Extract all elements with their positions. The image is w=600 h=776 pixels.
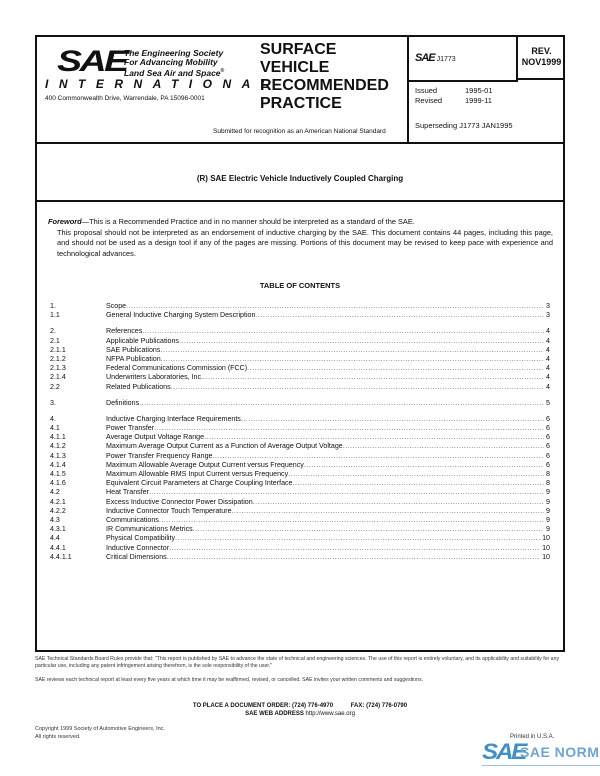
toc-leader-dots xyxy=(154,424,544,433)
toc-entry[interactable] xyxy=(50,470,550,479)
foreword-first-line: —This is a Recommended Practice and in no manner should be interpreted as a standard of the SAE. xyxy=(81,217,415,226)
toc-entry[interactable] xyxy=(50,553,550,562)
toc-page: 10 xyxy=(542,552,550,561)
toc-label: Excess Inductive Connector Power Dissipation xyxy=(106,497,253,506)
document-title: (R) SAE Electric Vehicle Inductively Coupled Charging xyxy=(196,174,404,183)
toc-label: Equivalent Circuit Parameters at Charge Coupling Interface xyxy=(106,479,293,488)
board-rules-note: SAE Technical Standards Board Rules provide that: "This report is published by SAE to advance the state of technical and engineering sciences. The use of this report is entirely voluntary, and its applicability and suitability for any particular use, including any patent infringement arising therefrom, is the sole responsibility of the user." xyxy=(35,656,560,669)
toc-leader-dots xyxy=(171,383,544,392)
toc-leader-dots xyxy=(255,311,544,320)
toc-label: Related Publications xyxy=(106,382,171,391)
toc-entry[interactable] xyxy=(50,364,550,373)
toc-number: 4.3.1 xyxy=(50,525,66,534)
toc-page: 4 xyxy=(546,382,550,391)
tagline-line: For Advancing Mobility xyxy=(124,57,218,67)
order-info xyxy=(0,702,600,718)
rights-line: All rights reserved. xyxy=(35,733,81,740)
tagline-line: The Engineering Society xyxy=(124,48,224,58)
toc-leader-dots xyxy=(142,327,544,336)
review-note: SAE reviews each technical report at least every five years at which time it may be reaffirmed, revised, or cancelled. SAE invites your written comments and suggestions. xyxy=(35,677,423,683)
toc-label: Heat Transfer xyxy=(106,488,149,497)
toc-page: 4 xyxy=(546,373,550,382)
toc-entry[interactable] xyxy=(50,534,550,543)
toc-page: 3 xyxy=(546,302,550,310)
toc-page: 9 xyxy=(546,506,550,515)
toc-page: 6 xyxy=(546,424,550,433)
toc-page: 6 xyxy=(546,442,550,451)
toc-entry[interactable] xyxy=(50,488,550,497)
web-line xyxy=(0,710,600,718)
toc-leader-dots xyxy=(139,399,544,408)
document-header xyxy=(37,37,563,144)
toc-title: TABLE OF CONTENTS xyxy=(259,281,341,290)
toc-number: 2.1.4 xyxy=(50,373,66,382)
toc-page: 8 xyxy=(546,470,550,478)
toc-leader-dots xyxy=(212,452,544,461)
foreword-body: This proposal should not be interpreted as an endorsement of inductive charging by the SAE. This document contains 44 pages, including this page, and should not be used as a design tool if any of the pages are missing. Portions of this document may be revised to keep pace with experience and technological advances. xyxy=(57,227,553,258)
foreword-label: Foreword xyxy=(48,217,82,226)
rev-date: NOV1999 xyxy=(521,57,562,67)
toc-leader-dots xyxy=(241,415,544,424)
toc-entry[interactable] xyxy=(50,442,550,451)
issue-dates xyxy=(415,86,493,106)
fax-number: (724) 776-0790 xyxy=(366,703,408,709)
toc-page: 6 xyxy=(546,451,550,460)
toc-leader-dots xyxy=(232,507,545,516)
toc-number: 2.1.3 xyxy=(50,364,66,373)
toc-label: Definitions xyxy=(106,398,140,407)
toc-label: General Inductive Charging System Description xyxy=(106,311,256,320)
toc-number: 2.1.2 xyxy=(50,354,66,363)
toc-leader-dots xyxy=(247,364,544,373)
toc-entry[interactable] xyxy=(50,355,550,364)
order-label: TO PLACE A DOCUMENT ORDER: xyxy=(192,703,291,709)
toc-leader-dots xyxy=(167,553,540,562)
toc-page: 3 xyxy=(546,311,550,320)
toc-leader-dots xyxy=(159,516,544,525)
sae-tagline xyxy=(124,49,224,78)
doc-number-cell xyxy=(409,37,518,82)
sae-norm-watermark xyxy=(482,740,600,774)
toc-label: Maximum Average Output Current as a Function of Average Output Voltage xyxy=(106,442,343,451)
toc-number: 4.1.1 xyxy=(50,433,66,442)
toc-entry[interactable] xyxy=(50,311,550,320)
revised-row xyxy=(415,96,493,106)
toc-leader-dots xyxy=(169,544,540,553)
toc-entry[interactable] xyxy=(50,525,550,534)
toc-number: 4.2 xyxy=(50,488,60,497)
toc-entry[interactable] xyxy=(50,479,550,488)
table-of-contents xyxy=(50,302,550,562)
watermark-underline xyxy=(482,765,600,770)
submitted-note: Submitted for recognition as an American National Standard xyxy=(213,128,386,135)
toc-number: 4.1.4 xyxy=(50,460,66,469)
toc-label: Average Output Voltage Range xyxy=(106,433,205,442)
toc-label: Maximum Allowable RMS Input Current versus Frequency xyxy=(106,470,289,478)
web-address-link[interactable]: http://www.sae.org xyxy=(305,711,355,717)
doc-number xyxy=(415,52,456,64)
toc-page: 10 xyxy=(542,534,550,543)
rev-label: REV. xyxy=(531,46,552,56)
toc-page: 4 xyxy=(546,345,550,354)
toc-number: 4. xyxy=(50,414,56,423)
revised-value: 1999-11 xyxy=(465,96,492,105)
toc-entry[interactable] xyxy=(50,373,550,382)
toc-entry[interactable] xyxy=(50,461,550,470)
toc-page: 6 xyxy=(546,433,550,442)
toc-leader-dots xyxy=(175,534,540,543)
toc-entry[interactable] xyxy=(50,302,550,311)
toc-page: 9 xyxy=(546,525,550,534)
doc-number-value: J1773 xyxy=(436,56,456,63)
toc-label: Physical Compatibility xyxy=(106,534,175,543)
tagline-text: Land Sea Air and Space xyxy=(124,67,221,78)
toc-entry[interactable] xyxy=(50,424,550,433)
toc-leader-dots xyxy=(203,373,544,382)
doc-type-line: RECOMMENDED xyxy=(260,77,389,94)
web-label: SAE WEB ADDRESS xyxy=(245,711,304,717)
toc-number: 1.1 xyxy=(50,311,60,320)
issued-row xyxy=(415,86,493,96)
watermark-logo-icon: SAE xyxy=(482,739,526,764)
toc-label: Power Transfer xyxy=(106,424,155,433)
copyright xyxy=(35,726,165,741)
watermark-text: SAE NORM xyxy=(520,744,600,760)
toc-number: 4.4.1.1 xyxy=(50,552,72,561)
toc-label: Inductive Connector xyxy=(106,543,170,552)
toc-leader-dots xyxy=(126,302,544,311)
toc-label: Applicable Publications xyxy=(106,336,179,345)
toc-page: 4 xyxy=(546,336,550,345)
toc-entry[interactable] xyxy=(50,346,550,355)
toc-page: 4 xyxy=(546,364,550,373)
toc-leader-dots xyxy=(193,525,544,534)
toc-page: 4 xyxy=(546,327,550,336)
doc-type-line: VEHICLE xyxy=(260,59,330,76)
toc-leader-dots xyxy=(293,479,545,488)
toc-number: 4.1.2 xyxy=(50,442,66,451)
toc-page: 8 xyxy=(546,479,550,488)
toc-page: 9 xyxy=(546,497,550,506)
printed-in: Printed in U.S.A. xyxy=(510,734,555,740)
toc-label: SAE Publications xyxy=(106,345,161,354)
toc-entry[interactable] xyxy=(50,516,550,525)
toc-number: 2.2 xyxy=(50,382,60,391)
toc-number: 4.1 xyxy=(50,424,60,433)
toc-label: Critical Dimensions xyxy=(106,552,167,561)
toc-number: 3. xyxy=(50,398,56,407)
copyright-line: Copyright 1999 Society of Automotive Engineers, Inc. xyxy=(35,726,165,732)
superseding-note: Superseding J1773 JAN1995 xyxy=(415,121,513,130)
toc-number: 4.1.5 xyxy=(50,470,66,478)
foreword xyxy=(48,217,553,259)
toc-number: 4.4.1 xyxy=(50,543,66,552)
toc-label: Inductive Connector Touch Temperature xyxy=(106,506,232,515)
toc-page: 9 xyxy=(546,515,550,524)
title-band xyxy=(37,144,563,202)
toc-page: 9 xyxy=(546,488,550,497)
toc-label: Maximum Allowable Average Output Current versus Frequency xyxy=(106,460,304,469)
registered-mark: ® xyxy=(220,68,225,74)
toc-number: 4.4 xyxy=(50,534,60,543)
toc-entry[interactable] xyxy=(50,327,550,336)
toc-leader-dots xyxy=(179,337,544,346)
toc-label: Inductive Charging Interface Requirements xyxy=(106,414,241,423)
toc-leader-dots xyxy=(204,433,544,442)
revised-label: Revised xyxy=(415,96,443,105)
sae-logo: SAE xyxy=(57,45,127,78)
small-sae-logo: SAE xyxy=(415,52,435,64)
toc-number: 4.1.3 xyxy=(50,451,66,460)
toc-page: 6 xyxy=(546,460,550,469)
toc-number: 1. xyxy=(50,302,56,310)
toc-leader-dots xyxy=(343,442,544,451)
toc-page: 5 xyxy=(546,398,550,407)
header-info-panel xyxy=(407,37,565,142)
toc-entry[interactable] xyxy=(50,452,550,461)
toc-leader-dots xyxy=(288,470,544,479)
toc-number: 4.2.1 xyxy=(50,497,66,506)
toc-page: 10 xyxy=(542,543,550,552)
toc-entry[interactable] xyxy=(50,383,550,392)
toc-entry[interactable] xyxy=(50,433,550,442)
toc-number: 2. xyxy=(50,327,56,336)
revision-cell xyxy=(518,37,565,80)
doc-type-line: SURFACE xyxy=(260,41,337,58)
issued-value: 1995-01 xyxy=(465,86,493,95)
toc-leader-dots xyxy=(149,488,544,497)
toc-entry[interactable] xyxy=(50,337,550,346)
toc-leader-dots xyxy=(304,461,544,470)
toc-label: Power Transfer Frequency Range xyxy=(106,451,213,460)
toc-entry[interactable] xyxy=(50,544,550,553)
toc-page: 4 xyxy=(546,354,550,363)
toc-label: Communications xyxy=(106,515,159,524)
toc-page: 6 xyxy=(546,414,550,423)
toc-leader-dots xyxy=(253,498,544,507)
toc-number: 4.2.2 xyxy=(50,506,66,515)
order-phone[interactable]: (724) 776-4970 xyxy=(292,703,334,709)
toc-label: IR Communications Metrics xyxy=(106,525,193,534)
toc-label: Scope xyxy=(106,302,127,310)
document-type xyxy=(260,41,389,113)
toc-number: 2.1.1 xyxy=(50,345,66,354)
toc-entry[interactable] xyxy=(50,415,550,424)
toc-leader-dots xyxy=(160,346,544,355)
toc-entry[interactable] xyxy=(50,399,550,408)
toc-number: 2.1 xyxy=(50,336,60,345)
order-line xyxy=(0,702,600,710)
toc-label: NFPA Publication xyxy=(106,354,161,363)
fax-label: FAX: xyxy=(350,703,365,709)
toc-label: Underwriters Laboratories, Inc. xyxy=(106,373,203,382)
document-frame xyxy=(35,35,565,652)
international-label: INTERNATIONAL xyxy=(45,77,279,91)
toc-number: 4.1.6 xyxy=(50,479,66,488)
toc-number: 4.3 xyxy=(50,515,60,524)
toc-leader-dots xyxy=(161,355,544,364)
issued-label: Issued xyxy=(415,86,438,95)
toc-entry[interactable] xyxy=(50,498,550,507)
doc-type-line: PRACTICE xyxy=(260,95,342,112)
toc-entry[interactable] xyxy=(50,507,550,516)
toc-label: References xyxy=(106,327,143,336)
toc-label: Federal Communications Commission (FCC) xyxy=(106,364,248,373)
address: 400 Commonwealth Drive, Warrendale, PA 15096-0001 xyxy=(45,95,205,102)
